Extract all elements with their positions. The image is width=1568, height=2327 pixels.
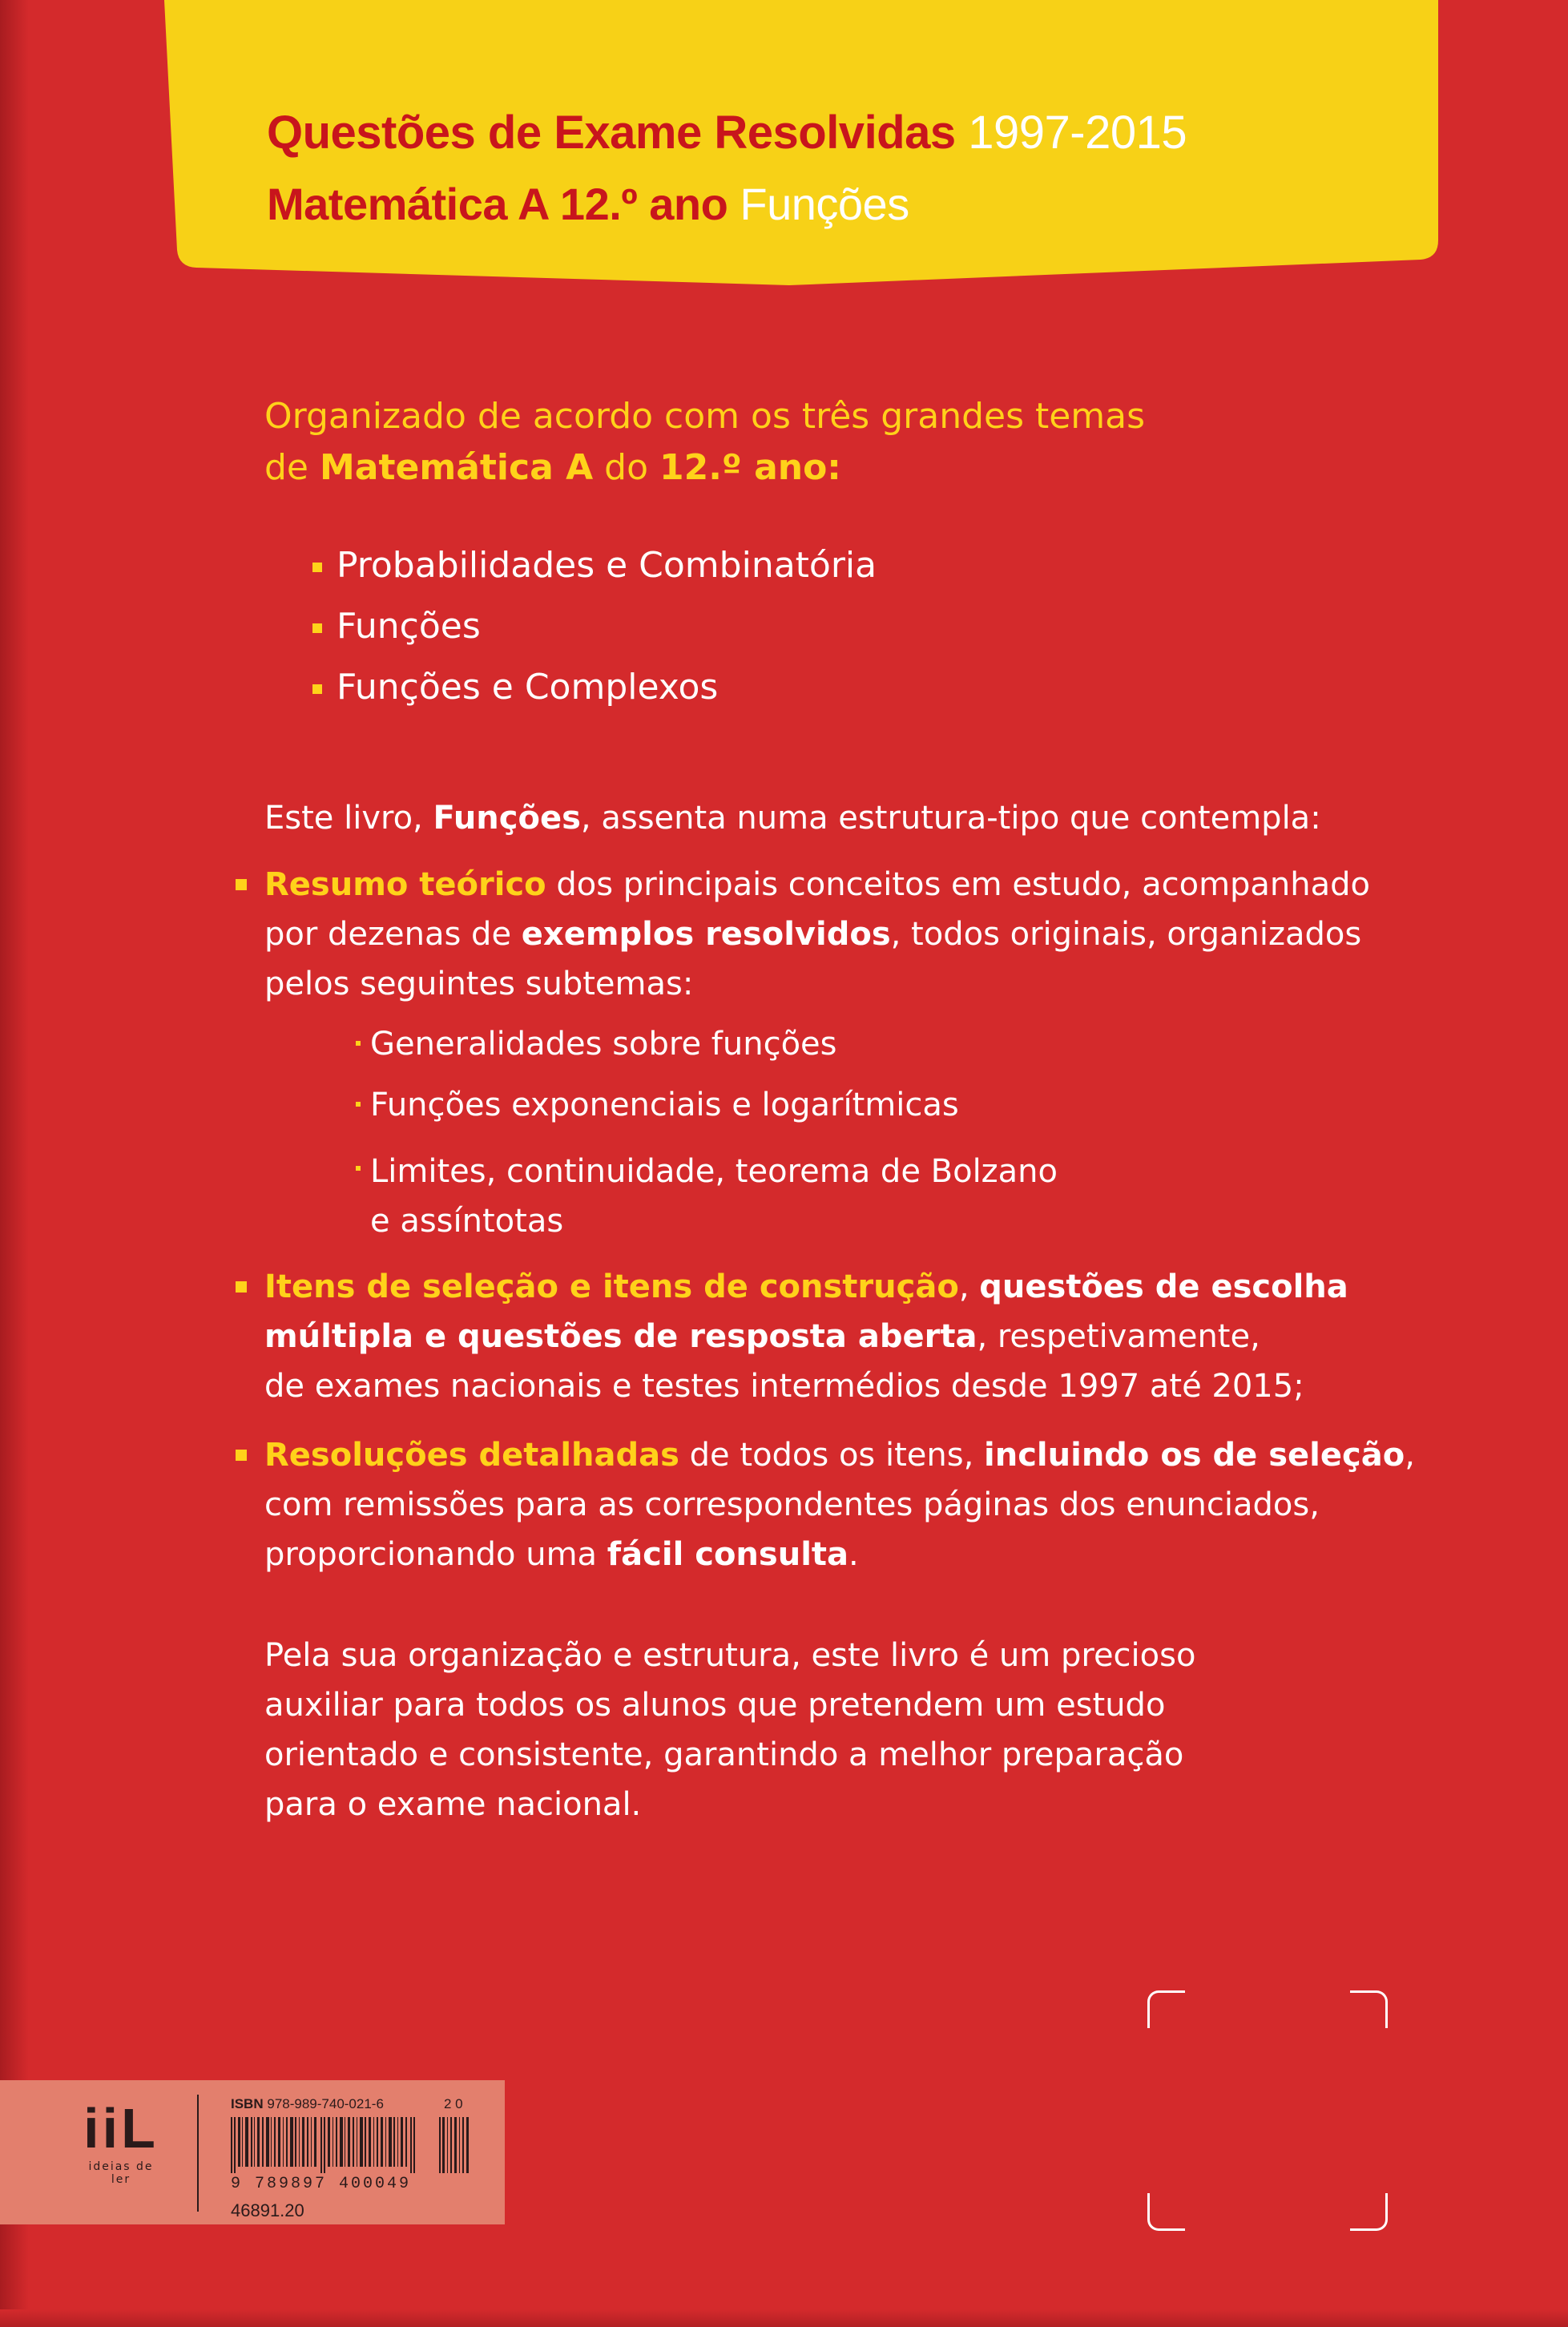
closing-paragraph: Pela sua organização e estrutura, este livro é um precioso auxiliar para todos os alunos que pretendem um estudo orientado e consistente, garantindo a melhor preparação para o exame nacional. <box>264 1637 1196 1823</box>
spine-edge <box>0 0 29 2327</box>
subtopic-item: Funções exponenciais e logarítmicas <box>370 1075 1058 1135</box>
addon-digits: 2 0 <box>444 2096 463 2111</box>
theme-item: Funções e Complexos <box>312 657 877 718</box>
subtopic-item: Limites, continuidade, teorema de Bolzano <box>370 1135 1058 1196</box>
theme-item: Funções <box>312 596 877 657</box>
themes-list <box>312 535 877 718</box>
feature-item-summary: Resumo teórico dos principais conceitos em estudo, acompanhado por dezenas de exemplos resolvidos, todos originais, organizados pelos seguintes subtemas: <box>264 860 1370 1009</box>
frame-corner <box>1147 1990 1185 2028</box>
intro-text: Organizado de acordo com os três grandes temas de Matemática A do 12.º ano: <box>264 396 1146 488</box>
structure-lead: Este livro, Funções, assenta numa estrutura-tipo que contempla: <box>264 800 1321 837</box>
product-code: 46891.20 <box>231 2200 304 2220</box>
barcode-digits: 9 789897 400049 <box>231 2175 412 2193</box>
subtopics-list <box>370 1014 1058 1246</box>
frame-corner <box>1350 1990 1388 2028</box>
addon-barcode-icon <box>439 2117 471 2173</box>
subtopic-item: e assíntotas <box>370 1203 564 1240</box>
feature-item-resolutions: Resoluções detalhadas de todos os itens, incluindo os de seleção, com remissões para as correspondentes páginas dos enunciados, proporcionando uma fácil consulta. <box>264 1430 1415 1579</box>
theme-item: Probabilidades e Combinatória <box>312 535 877 596</box>
book-years: 1997-2015 <box>968 107 1187 159</box>
barcode-panel <box>0 2080 505 2224</box>
sticker-frame <box>1147 1990 1388 2231</box>
divider <box>197 2095 199 2212</box>
book-topic: Funções <box>740 179 909 229</box>
publisher-logo: iiL ideias de ler <box>83 2097 159 2186</box>
frame-corner <box>1350 2193 1388 2231</box>
isbn-text: ISBN 978-989-740-021-6 <box>231 2096 384 2111</box>
bottom-edge <box>0 2309 1568 2327</box>
frame-corner <box>1147 2193 1185 2231</box>
feature-item-questions: Itens de seleção e itens de construção, questões de escolha múltipla e questões de resposta aberta, respetivamente, de exames nacionais e testes intermédios desde 1997 até 2015; <box>264 1262 1348 1411</box>
book-title: Questões de Exame Resolvidas 1997-2015 <box>267 107 1187 159</box>
book-subtitle: Matemática A 12.º ano Funções <box>267 179 909 229</box>
subtopic-item: Generalidades sobre funções <box>370 1014 1058 1075</box>
barcode-icon <box>231 2117 423 2173</box>
